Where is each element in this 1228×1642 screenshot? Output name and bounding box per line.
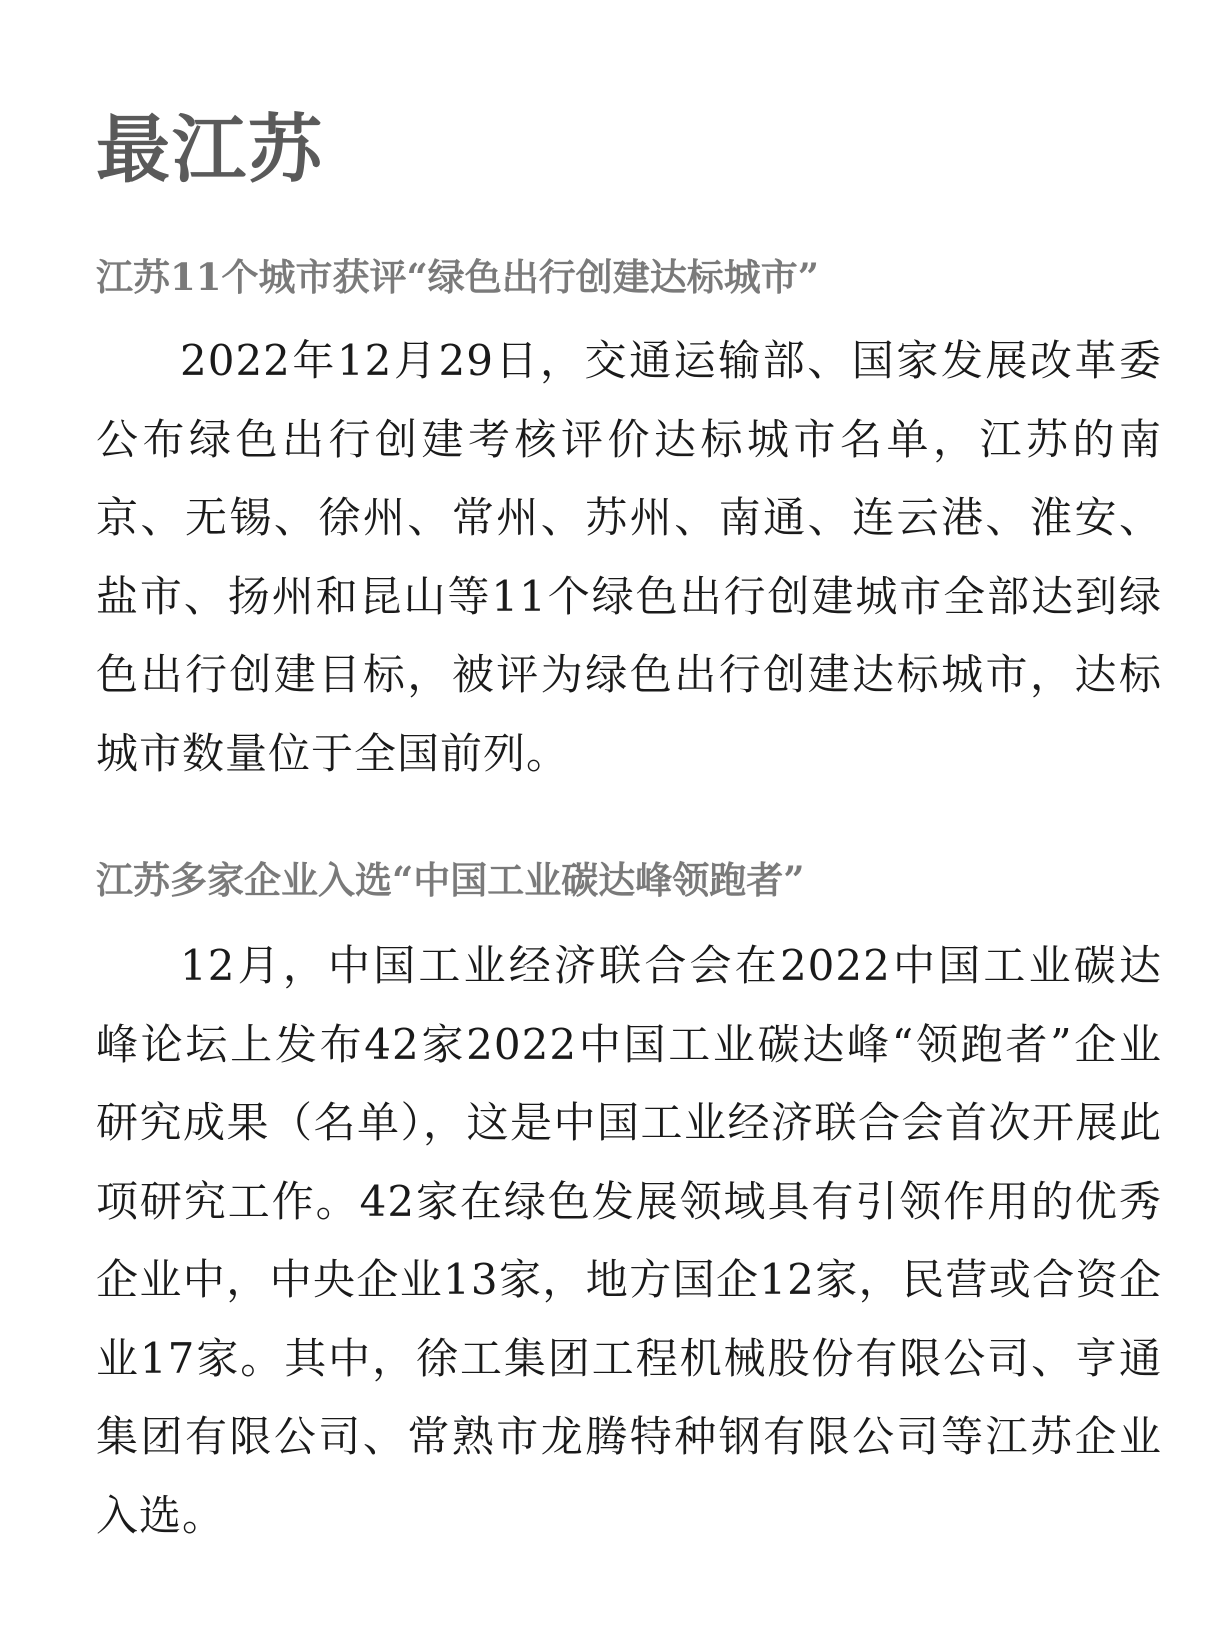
article-heading-green-travel: 江苏11个城市获评“绿色出行创建达标城市” (96, 255, 820, 299)
article-body-green-travel: 2022年12月29日，交通运输部、国家发展改革委公布绿色出行创建考核评价达标城市名单，江苏的南京、无锡、徐州、常州、苏州、南通、连云港、淮安、盐市、扬州和昆山等11个绿色出行创建城市全部达到绿色出行创建目标，被评为绿色出行创建达标城市，达标城市数量位于全国前列。 (96, 336, 1162, 778)
article-body-carbon-peak: 12月，中国工业经济联合会在2022中国工业碳达峰论坛上发布42家2022中国工业碳达峰“领跑者”企业研究成果（名单），这是中国工业经济联合会首次开展此项研究工作。42家在绿色发展领域具有引领作用的优秀企业中，中央企业13家，地方国企12家，民营或合资企业17家。其中，徐工集团工程机械股份有限公司、亨通集团有限公司、常熟市龙腾特种钢有限公司等江苏企业入选。 (96, 941, 1162, 1540)
page-title: 最江苏 (96, 107, 324, 193)
article-heading-carbon-peak: 江苏多家企业入选“中国工业碳达峰领跑者” (96, 858, 805, 902)
